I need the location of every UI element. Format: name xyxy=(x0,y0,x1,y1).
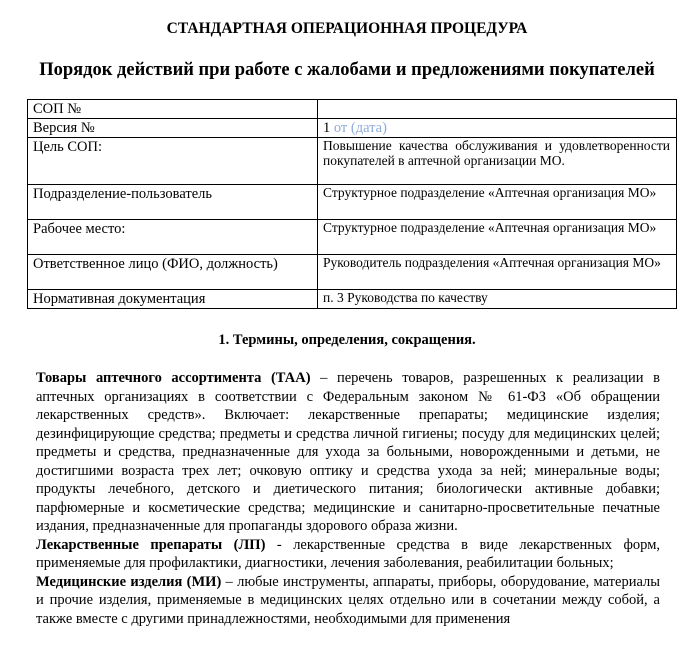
row-value-regulations: п. 3 Руководства по качеству xyxy=(318,290,677,309)
document-title: СТАНДАРТНАЯ ОПЕРАЦИОННАЯ ПРОЦЕДУРА xyxy=(166,20,528,37)
version-number: 1 xyxy=(323,120,334,136)
row-label-regulations: Нормативная документация xyxy=(28,290,318,309)
table-row xyxy=(28,290,677,309)
definition-text: – любые инструменты, аппараты, приборы, оборудование, материалы и прочие изделия, применяемые в медицинских целях отдельно или в сочетании между собой, а также вместе с другими принадлежностями, необходимыми для применения xyxy=(36,573,661,627)
definition-text: – перечень товаров, разрешенных к реализации в аптечных организациях в соответствии с Федеральным законом № 61-ФЗ «Об обращении лекарственных средств». Включает: лекарственные препараты; медицинские изделия; дезинфицирующие средства; предметы и средства личной гигиены; посуду для медицинских целей; предметы и средства, предназначенные для ухода за больными, новорожденными и детьми, не достигшими возраста трех лет; очковую оптику и средства ухода за ней; минеральные воды; продукты лечебного, детского и диетического питания; биологически активные добавки; парфюмерные и косметические средства; медицинские и санитарно-просветительные печатные издания, предназначенные для пропаганды здорового образа жизни. xyxy=(36,370,661,534)
sop-info-table xyxy=(27,99,677,309)
row-value-department: Структурное подразделение «Аптечная организация МО» xyxy=(318,185,677,220)
row-label-workplace: Рабочее место: xyxy=(28,220,318,255)
row-label-version: Версия № xyxy=(28,119,318,138)
definition-paragraph xyxy=(36,369,660,536)
row-label-purpose: Цель СОП: xyxy=(28,138,318,185)
definition-term: Товары аптечного ассортимента (ТАА) xyxy=(36,370,311,386)
row-label-sop-number: СОП № xyxy=(28,100,318,119)
definition-term: Лекарственные препараты (ЛП) xyxy=(36,536,266,553)
row-value-sop-number xyxy=(318,100,677,119)
definition-text: - лекарственные средства в виде лекарственных форм, применяемые для профилактики, диагностики, лечения заболевания, реабилитации больных; xyxy=(36,536,660,571)
section-heading: 1. Термины, определения, сокращения. xyxy=(218,332,476,348)
table-row xyxy=(28,119,677,138)
section-body xyxy=(36,369,660,628)
row-label-department: Подразделение-пользователь xyxy=(28,185,318,220)
table-row xyxy=(28,255,677,290)
table-row xyxy=(28,185,677,220)
table-row xyxy=(28,220,677,255)
row-value-responsible: Руководитель подразделения «Аптечная организация МО» xyxy=(318,255,677,290)
definition-paragraph xyxy=(36,573,660,629)
definition-term: Медицинские изделия (МИ) xyxy=(36,573,222,590)
row-value-version xyxy=(318,119,677,138)
version-date-placeholder: от (дата) xyxy=(333,120,387,136)
document-subtitle: Порядок действий при работе с жалобами и предложениями покупателей xyxy=(39,60,655,80)
row-label-responsible: Ответственное лицо (ФИО, должность) xyxy=(28,255,318,290)
table-row xyxy=(28,100,677,119)
definition-paragraph xyxy=(36,536,660,573)
row-value-purpose: Повышение качества обслуживания и удовлетворенности покупателей в аптечной организации МО. xyxy=(318,138,677,185)
row-value-workplace: Структурное подразделение «Аптечная организация МО» xyxy=(318,220,677,255)
table-row xyxy=(28,138,677,185)
